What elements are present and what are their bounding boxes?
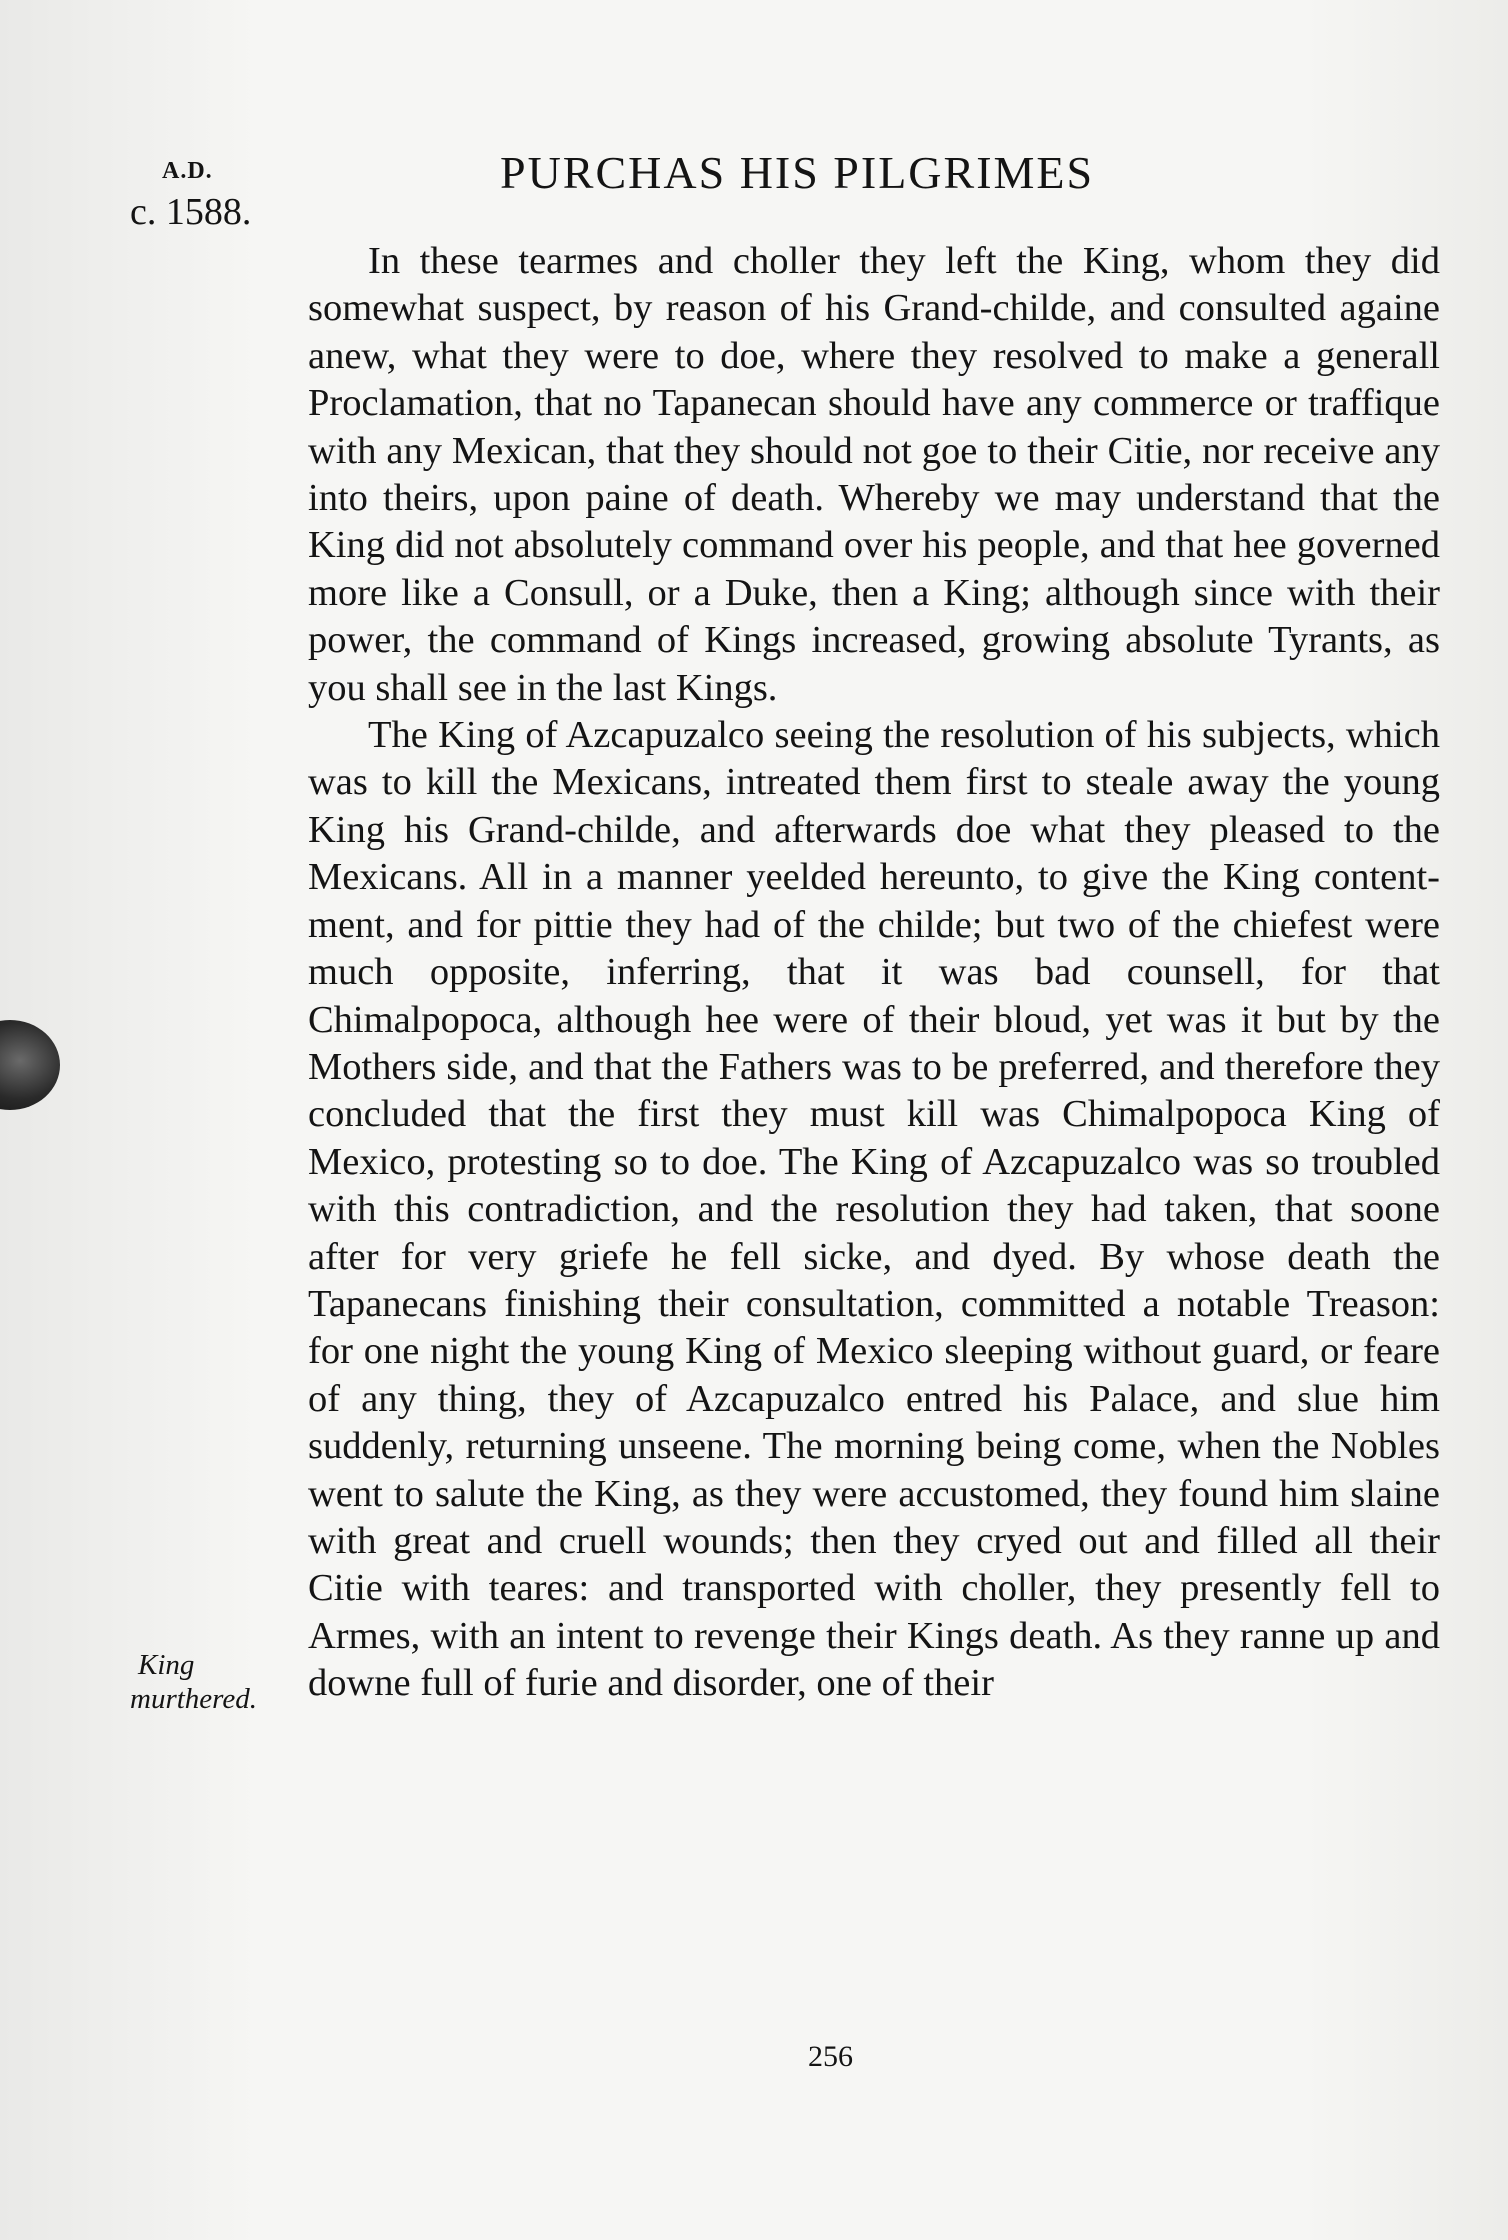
ad-label: A.D. [162, 158, 213, 184]
running-title: PURCHAS HIS PILGRIMES [500, 147, 1095, 198]
paragraph-2: The King of Azcapuzalco seeing the resolution of his subjects, which was to kill the Mexicans, intreated them first to steale away the young King his Grand-childe, and afterwards doe what they pleased to the Mexicans. All in a manner yeelded hereunto, to give the King contentment, and for pittie they had of the childe; but two of the chiefest were much opposite, inferring, that it was bad counsell, for that Chimalpopoca, although hee were of their bloud, yet was it but by the Mothers side, and that the Fathers was to be preferred, and therefore they concluded that the first they must kill was Chimalpopoca King of Mexico, protesting so to doe. The King of Azcapuzalco was so troubled with this contradiction, and the resolution they had taken, that soone after for very griefe he fell sicke, and dyed. By whose death the Tapanecans finishing their consultation, committed a notable Treason: for one night the young King of Mexico sleeping without guard, or feare of any thing, they of Azcapuzalco entred his Palace, and slue him suddenly, returning unseene. The morning being come, when the Nobles went to salute the King, as they were accustomed, they found him slaine with great and cruell wounds; then they cryed out and filled all their Citie with teares: and transported with choller, they presently fell to Armes, with an intent to revenge their Kings death. As they ranne up and downe full of furie and disorder, one of their [308, 714, 1440, 1705]
paragraph-1: In these tearmes and choller they left the King, whom they did somewhat suspect, by reason of his Grand-childe, and consulted againe anew, what they were to doe, where they resolved to make a generall Proclamation, that no Tapanecan should have any commerce or traffique with any Mexican, that they should not goe to their Citie, nor receive any into theirs, upon paine of death. Whereby we may understand that the King did not absolutely command over his people, and that hee governed more like a Consull, or a Duke, then a King; although since with their power, the command of Kings increased, growing absolute Tyrants, as you shall see in the last Kings. [308, 240, 1440, 709]
year-label: c. 1588. [130, 191, 252, 233]
margin-note-line-1: King [138, 1649, 195, 1681]
body-text [308, 238, 1440, 1708]
page-number: 256 [808, 2040, 853, 2073]
margin-note [130, 1648, 257, 1716]
margin-note-line-2: murthered. [130, 1683, 257, 1715]
